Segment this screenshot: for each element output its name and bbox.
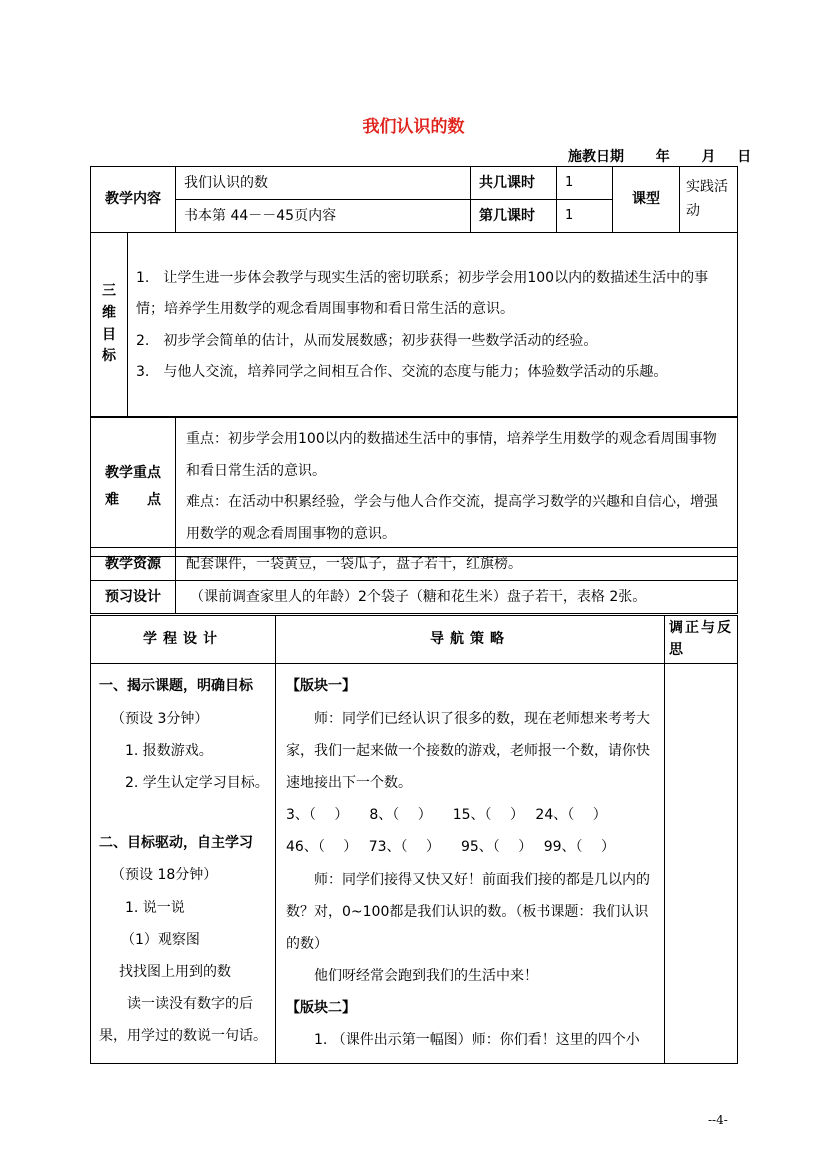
resources-label: 教学资源 xyxy=(91,548,176,581)
key-difficult-points-table xyxy=(90,417,738,557)
goals-label-char: 三 xyxy=(102,283,116,300)
document-title: 我们认识的数 xyxy=(362,117,465,137)
number-row: 3、（ ） 8、（ ） 15、（ ） 24、（ ） xyxy=(286,807,607,824)
goals-label-char: 目 xyxy=(102,326,116,343)
number-row: 46、（ ） 73、（ ） 95、（ ） 99、（ ） xyxy=(286,839,615,856)
date-label: 施教日期 xyxy=(568,149,624,165)
spacer xyxy=(99,799,271,827)
plan-step: （1）观察图 xyxy=(121,931,200,948)
content-line-2: 书本第 44－－45页内容 xyxy=(176,200,471,233)
plan-strategy-column xyxy=(276,664,665,1063)
content-line-1: 我们认识的数 xyxy=(176,167,471,200)
lesson-type-label: 课型 xyxy=(613,167,680,233)
plan-time: （预设 3分钟） xyxy=(111,710,209,727)
teaching-date-line xyxy=(568,146,751,166)
plan-step: 找找图上用到的数 xyxy=(119,963,231,980)
key-points-label-line1: 教学重点 xyxy=(105,465,161,482)
plan-step: 1. 说一说 xyxy=(125,899,185,916)
plan-header-design: 学程设计 xyxy=(91,616,276,664)
block-heading: 【版块一】 xyxy=(286,678,356,695)
plan-time: （预设 18分钟） xyxy=(111,867,218,884)
lesson-type-value: 实践活动 xyxy=(680,167,738,233)
nth-lesson-value: 1 xyxy=(557,200,613,233)
lesson-plan-table xyxy=(90,615,738,1064)
plan-step: 1. 报数游戏。 xyxy=(125,742,213,759)
plan-reflection-column xyxy=(665,664,738,1063)
strategy-paragraph: 1. （课件出示第一幅图）师：你们看！这里的四个小 xyxy=(314,1032,640,1049)
goals-label-char: 标 xyxy=(102,348,116,365)
section-heading: 一、揭示课题，明确目标 xyxy=(99,678,253,695)
section-heading: 二、目标驱动，自主学习 xyxy=(99,835,253,852)
strategy-paragraph: 他们呀经常会跑到我们的生活中来！ xyxy=(314,968,538,985)
course-info-table xyxy=(90,166,738,233)
total-lessons-label: 共几课时 xyxy=(471,167,557,200)
plan-step: 2. 学生认定学习目标。 xyxy=(125,774,269,791)
date-year: 年 xyxy=(655,149,670,165)
plan-step: 读一读没有数字的后果，用学过的数说一句话。 xyxy=(99,996,267,1045)
key-points-label xyxy=(91,418,176,557)
page-number: --4- xyxy=(708,1113,728,1127)
three-dimension-goals-table xyxy=(90,232,738,417)
key-points-content xyxy=(176,418,738,557)
resources-preview-table xyxy=(90,547,738,614)
block-heading: 【版块二】 xyxy=(286,1000,356,1017)
plan-header-reflection: 调正与反思 xyxy=(665,616,738,664)
goals-content xyxy=(128,233,738,417)
preview-label: 预习设计 xyxy=(91,581,176,614)
difficult-point: 难点：在活动中积累经验，学会与他人合作交流，提高学习数学的兴趣和自信心，增强用数学的观念看周围事物的意识。 xyxy=(186,494,718,542)
goal-item: 1. 让学生进一步体会教学与现实生活的密切联系；初步学会用100以内的数描述生活中的事情；培养学生用数学的观念看周围事物和看日常生活的意识。 xyxy=(136,269,709,317)
date-month: 月 xyxy=(701,149,716,165)
plan-header-strategy: 导航策略 xyxy=(276,616,665,664)
goal-item: 2. 初步学会简单的估计，从而发展数感；初步获得一些数学活动的经验。 xyxy=(136,332,598,349)
strategy-paragraph: 师：同学们已经认识了很多的数，现在老师想来考考大家，我们一起来做一个接数的游戏，老师报一个数，请你快速地接出下一个数。 xyxy=(286,710,650,791)
goal-item: 3. 与他人交流，培养同学之间相互合作、交流的态度与能力；体验数学活动的乐趣。 xyxy=(136,364,668,380)
resources-value: 配套课件，一袋黄豆，一袋瓜子，盘子若干，红旗榜。 xyxy=(176,548,738,581)
key-point: 重点：初步学会用100以内的数描述生活中的事情，培养学生用数学的观念看周围事物和看日常生活的意识。 xyxy=(186,431,717,479)
total-lessons-value: 1 xyxy=(557,167,613,200)
goals-label xyxy=(91,233,128,417)
plan-design-column xyxy=(91,664,276,1063)
date-day: 日 xyxy=(737,149,752,165)
strategy-paragraph: 师：同学们接得又快又好！前面我们接的都是几以内的数？对，0~100都是我们认识的数。（板书课题：我们认识的数） xyxy=(286,871,650,952)
goals-label-char: 维 xyxy=(102,304,116,321)
nth-lesson-label: 第几课时 xyxy=(471,200,557,233)
content-label: 教学内容 xyxy=(91,167,176,233)
key-points-label-line2: 难 点 xyxy=(105,492,161,508)
preview-value: （课前调查家里人的年龄）2个袋子（糖和花生米）盘子若干，表格 2张。 xyxy=(176,581,738,614)
